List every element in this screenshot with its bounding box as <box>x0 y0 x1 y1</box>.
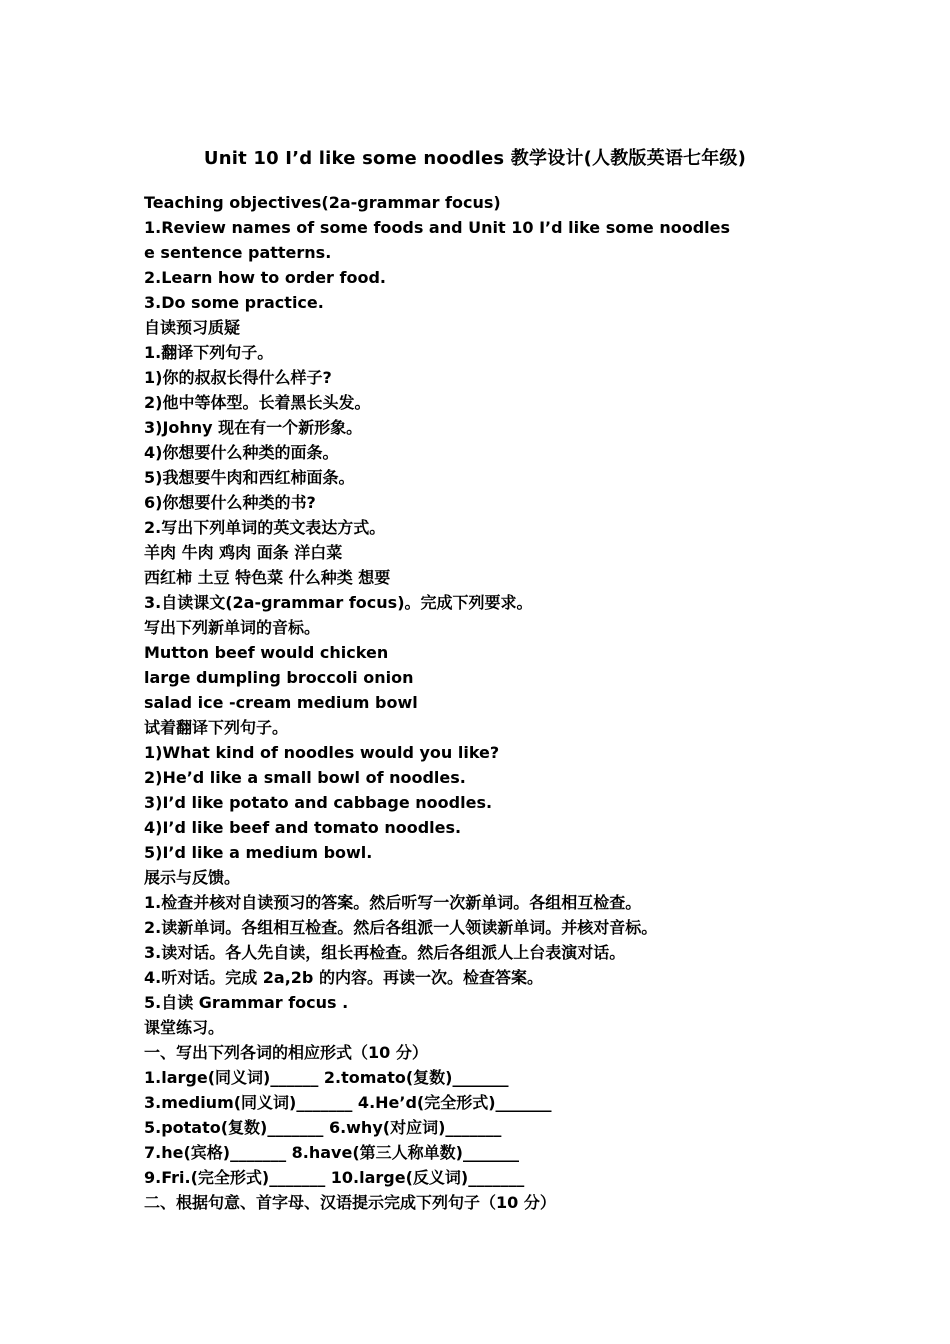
text-line: 5.potato(复数)_______ 6.why(对应词)_______ <box>144 1118 502 1137</box>
text-line: 二、根据句意、首字母、汉语提示完成下列句子（10 分） <box>144 1193 556 1212</box>
text-line: 5)我想要牛肉和西红柿面条。 <box>144 468 355 487</box>
text-line: 1)What kind of noodles would you like? <box>144 743 500 762</box>
text-line: 6)你想要什么种类的书? <box>144 493 316 512</box>
text-line: 1.检查并核对自读预习的答案。然后听写一次新单词。各组相互检查。 <box>144 893 642 912</box>
document-body <box>144 190 824 1215</box>
text-line: 一、写出下列各词的相应形式（10 分） <box>144 1043 428 1062</box>
text-line: Teaching objectives(2a-grammar focus) <box>144 193 501 212</box>
text-line: 1)你的叔叔长得什么样子? <box>144 368 332 387</box>
text-line: 写出下列新单词的音标。 <box>144 618 321 637</box>
document-title: Unit 10 I’d like some noodles 教学设计(人教版英语七年级) <box>203 148 747 169</box>
text-line: 西红柿 土豆 特色菜 什么种类 想要 <box>144 568 391 587</box>
text-line: 4)你想要什么种类的面条。 <box>144 443 339 462</box>
text-line: 2)He’d like a small bowl of noodles. <box>144 768 466 787</box>
text-line: 3.自读课文(2a-grammar focus)。完成下列要求。 <box>144 593 533 612</box>
text-line: 2.写出下列单词的英文表达方式。 <box>144 518 386 537</box>
text-line: 2)他中等体型。长着黑长头发。 <box>144 393 371 412</box>
text-line: 9.Fri.(完全形式)_______ 10.large(反义词)_______ <box>144 1168 525 1187</box>
text-line: 课堂练习。 <box>144 1018 225 1037</box>
text-line: large dumpling broccoli onion <box>144 668 414 687</box>
text-line: Mutton beef would chicken <box>144 643 389 662</box>
text-line: 3.medium(同义词)_______ 4.He’d(完全形式)_______ <box>144 1093 552 1112</box>
text-line: e sentence patterns. <box>144 243 332 262</box>
text-line: 5)I’d like a medium bowl. <box>144 843 373 862</box>
text-line: 1.large(同义词)______ 2.tomato(复数)_______ <box>144 1068 509 1087</box>
text-line: 2.Learn how to order food. <box>144 268 386 287</box>
text-line: 7.he(宾格)_______ 8.have(第三人称单数)_______ <box>144 1143 519 1162</box>
text-line: 1.翻译下列句子。 <box>144 343 274 362</box>
text-line: 3)Johny 现在有一个新形象。 <box>144 418 363 437</box>
text-line: 5.自读 Grammar focus . <box>144 993 349 1012</box>
text-line: 2.读新单词。各组相互检查。然后各组派一人领读新单词。并核对音标。 <box>144 918 658 937</box>
text-line: 3.读对话。各人先自读，组长再检查。然后各组派人上台表演对话。 <box>144 943 626 962</box>
text-line: 试着翻译下列句子。 <box>144 718 289 737</box>
text-line: 3)I’d like potato and cabbage noodles. <box>144 793 493 812</box>
text-line: 1.Review names of some foods and Unit 10 I’d like some noodles <box>144 218 731 237</box>
text-line: 4)I’d like beef and tomato noodles. <box>144 818 462 837</box>
text-line: 3.Do some practice. <box>144 293 324 312</box>
text-line: 自读预习质疑 <box>144 318 241 337</box>
text-line: 4.听对话。完成 2a,2b 的内容。再读一次。检查答案。 <box>144 968 543 987</box>
text-line: salad ice -cream medium bowl <box>144 693 418 712</box>
text-line: 展示与反馈。 <box>144 868 241 887</box>
text-line: 羊肉 牛肉 鸡肉 面条 洋白菜 <box>144 543 343 562</box>
